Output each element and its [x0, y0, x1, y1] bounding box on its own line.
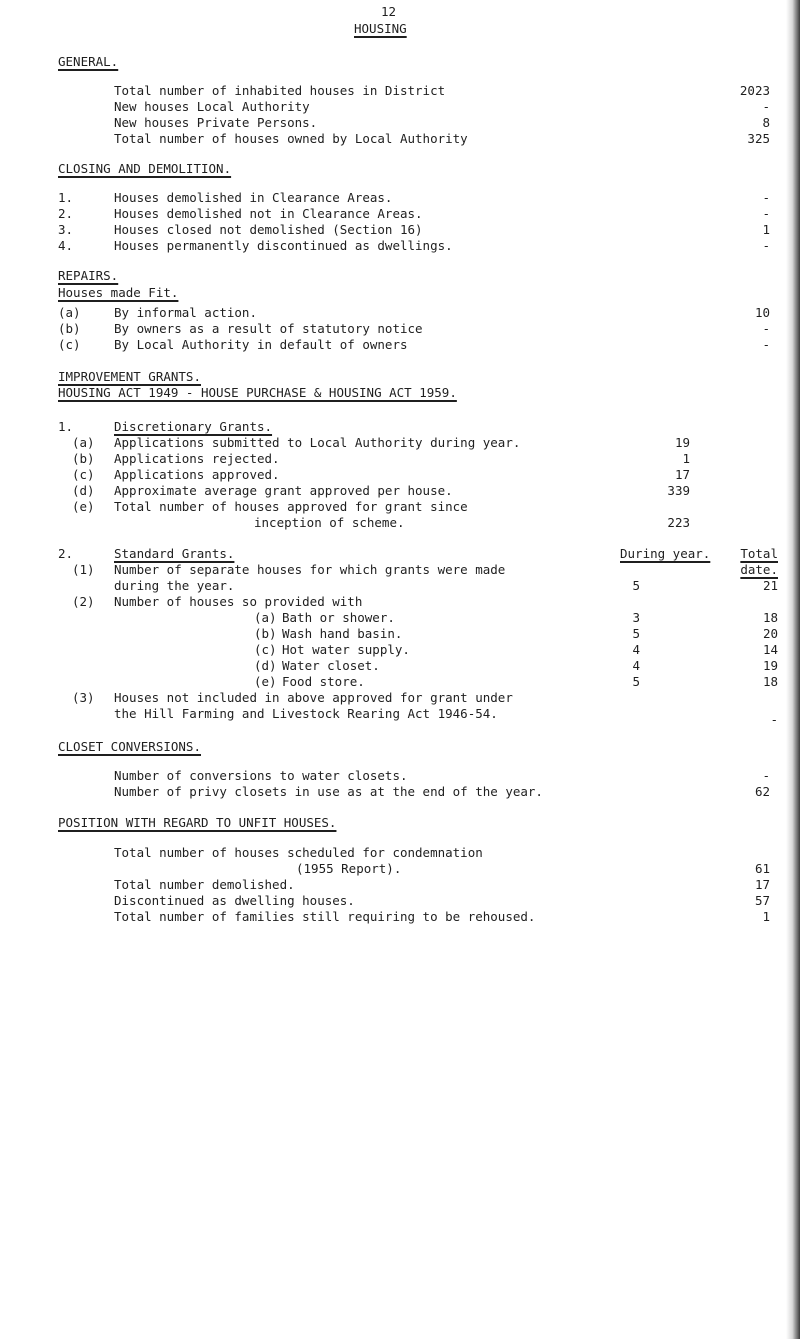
section-heading-repairs: REPAIRS. — [58, 268, 119, 283]
closing-value: - — [762, 206, 770, 221]
closing-value: - — [762, 190, 770, 205]
improvement-subheading: HOUSING ACT 1949 - HOUSE PURCHASE & HOUSING ACT 1959. — [58, 385, 457, 400]
general-label: Total number of houses owned by Local Authority — [114, 131, 468, 146]
amenity-year-value: 4 — [632, 642, 640, 657]
unfit-label: Total number demolished. — [114, 877, 295, 892]
item-number: (c) — [72, 467, 95, 482]
repairs-value: - — [762, 321, 770, 336]
closing-value: - — [762, 238, 770, 253]
section-heading-general: GENERAL. — [58, 54, 119, 69]
amenity-label: Water closet. — [282, 658, 380, 673]
amenity-year-value: 3 — [632, 610, 640, 625]
closing-value: 1 — [762, 222, 770, 237]
amenity-year-value: 5 — [632, 674, 640, 689]
standard-total-value: - — [770, 712, 778, 727]
item-number: 4. — [58, 238, 74, 253]
amenity-total-value: 18 — [762, 610, 778, 625]
standard-label: Number of separate houses for which grants were made — [114, 562, 506, 577]
unfit-value: 1 — [762, 909, 770, 924]
unfit-label: Total number of families still requiring to be rehoused. — [114, 909, 536, 924]
section-heading-closing: CLOSING AND DEMOLITION. — [58, 161, 232, 176]
general-label: New houses Private Persons. — [114, 115, 318, 130]
general-value: - — [762, 99, 770, 114]
closet-value: - — [762, 768, 770, 783]
repairs-subheading: Houses made Fit. — [58, 285, 179, 300]
discretionary-value: 339 — [667, 483, 690, 498]
page-edge-shadow — [786, 0, 800, 1339]
page-title: HOUSING — [354, 21, 407, 36]
standard-label: Houses not included in above approved for grant under — [114, 690, 513, 705]
unfit-value: 61 — [754, 861, 770, 876]
discretionary-title: Discretionary Grants. — [114, 419, 273, 434]
discretionary-label: Applications submitted to Local Authority during year. — [114, 435, 521, 450]
general-label: New houses Local Authority — [114, 99, 310, 114]
closing-label: Houses permanently discontinued as dwellings. — [114, 238, 453, 253]
discretionary-label: Approximate average grant approved per house. — [114, 483, 453, 498]
section-heading-closet: CLOSET CONVERSIONS. — [58, 739, 201, 754]
item-number: (e) — [72, 499, 95, 514]
item-number: (3) — [72, 690, 95, 705]
discretionary-label: Total number of houses approved for grant since — [114, 499, 468, 514]
column-header-during-year: During year. — [620, 546, 711, 561]
item-number: (1) — [72, 562, 95, 577]
item-number: (b) — [58, 321, 81, 336]
column-header-date: date. — [740, 562, 778, 577]
repairs-value: - — [762, 337, 770, 352]
item-number: (d) — [254, 658, 277, 673]
standard-label: Number of houses so provided with — [114, 594, 363, 609]
amenity-label: Food store. — [282, 674, 365, 689]
amenity-year-value: 5 — [632, 626, 640, 641]
page-number: 12 — [381, 4, 397, 19]
discretionary-value: 1 — [682, 451, 690, 466]
item-number: (b) — [254, 626, 277, 641]
item-number: (c) — [58, 337, 81, 352]
column-header-total: Total — [740, 546, 778, 561]
item-number: (a) — [72, 435, 95, 450]
discretionary-value: 223 — [667, 515, 690, 530]
amenity-total-value: 20 — [762, 626, 778, 641]
amenity-label: Hot water supply. — [282, 642, 410, 657]
item-number: 1. — [58, 190, 74, 205]
general-value: 325 — [747, 131, 770, 146]
standard-total-value: 21 — [762, 578, 778, 593]
general-label: Total number of inhabited houses in District — [114, 83, 446, 98]
amenity-label: Wash hand basin. — [282, 626, 403, 641]
amenity-total-value: 18 — [762, 674, 778, 689]
repairs-label: By informal action. — [114, 305, 257, 320]
item-number: (a) — [58, 305, 81, 320]
closet-value: 62 — [754, 784, 770, 799]
standard-title: Standard Grants. — [114, 546, 235, 561]
standard-label-continued: during the year. — [114, 578, 235, 593]
item-number: (d) — [72, 483, 95, 498]
item-number: 3. — [58, 222, 74, 237]
closing-label: Houses demolished not in Clearance Areas. — [114, 206, 423, 221]
closing-label: Houses demolished in Clearance Areas. — [114, 190, 393, 205]
unfit-label: Total number of houses scheduled for condemnation — [114, 845, 483, 860]
unfit-value: 57 — [754, 893, 770, 908]
standard-label-continued: the Hill Farming and Livestock Rearing Act 1946-54. — [114, 706, 498, 721]
item-number: 1. — [58, 419, 74, 434]
unfit-value: 17 — [754, 877, 770, 892]
section-heading-unfit: POSITION WITH REGARD TO UNFIT HOUSES. — [58, 815, 337, 830]
amenity-year-value: 4 — [632, 658, 640, 673]
unfit-label-continued: (1955 Report). — [296, 861, 402, 876]
general-value: 2023 — [739, 83, 770, 98]
item-number: (c) — [254, 642, 277, 657]
section-heading-improvement: IMPROVEMENT GRANTS. — [58, 369, 201, 384]
discretionary-value: 19 — [674, 435, 690, 450]
item-number: (2) — [72, 594, 95, 609]
general-value: 8 — [762, 115, 770, 130]
standard-year-value: 5 — [632, 578, 640, 593]
unfit-label: Discontinued as dwelling houses. — [114, 893, 355, 908]
discretionary-value: 17 — [674, 467, 690, 482]
amenity-label: Bath or shower. — [282, 610, 395, 625]
item-number: (e) — [254, 674, 277, 689]
closet-label: Number of conversions to water closets. — [114, 768, 408, 783]
closet-label: Number of privy closets in use as at the end of the year. — [114, 784, 543, 799]
amenity-total-value: 14 — [762, 642, 778, 657]
closing-label: Houses closed not demolished (Section 16) — [114, 222, 423, 237]
item-number: (a) — [254, 610, 277, 625]
item-number: 2. — [58, 546, 74, 561]
repairs-label: By Local Authority in default of owners — [114, 337, 408, 352]
item-number: 2. — [58, 206, 74, 221]
discretionary-label: Applications approved. — [114, 467, 280, 482]
discretionary-label-continued: inception of scheme. — [254, 515, 405, 530]
discretionary-label: Applications rejected. — [114, 451, 280, 466]
repairs-label: By owners as a result of statutory notice — [114, 321, 423, 336]
item-number: (b) — [72, 451, 95, 466]
amenity-total-value: 19 — [762, 658, 778, 673]
repairs-value: 10 — [754, 305, 770, 320]
